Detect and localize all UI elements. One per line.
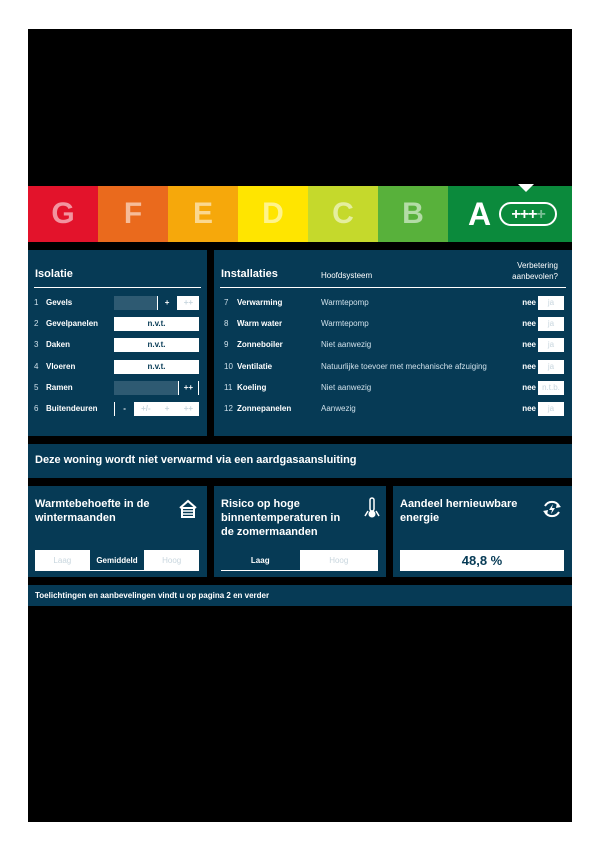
row-answer: nee xyxy=(522,382,536,392)
row-system: Niet aanwezig xyxy=(321,340,372,350)
isolatie-row xyxy=(28,336,207,354)
energy-class-f xyxy=(98,186,168,242)
installatie-row xyxy=(214,400,572,418)
banner-text: Deze woning wordt niet verwarmd via een aardgasaansluiting xyxy=(35,454,357,466)
row-answer: nee xyxy=(522,298,536,307)
row-number: 3 xyxy=(34,340,39,350)
risico-title: Risico op hoge binnentemperaturen in de zomermaanden xyxy=(221,498,341,538)
house-icon xyxy=(178,499,198,519)
installaties-divider xyxy=(220,287,566,288)
renewable-energy-icon xyxy=(541,498,563,520)
row-system: Warmtepomp xyxy=(321,298,369,307)
rating-cell xyxy=(157,381,178,395)
energy-class-d xyxy=(238,186,308,242)
row-value: n.v.t. xyxy=(114,317,199,331)
energy-class-g xyxy=(28,186,98,242)
row-number: 6 xyxy=(34,404,39,413)
row-label: Vloeren xyxy=(46,361,76,371)
installatie-row xyxy=(214,294,572,312)
row-label: Warm water xyxy=(237,319,283,329)
row-number: 12 xyxy=(224,404,233,413)
installatie-row xyxy=(214,315,572,333)
plus-rating-dim: + xyxy=(536,206,545,223)
row-number: 7 xyxy=(224,298,229,307)
row-label: Zonneboiler xyxy=(237,340,283,350)
row-alt-answer: ja xyxy=(538,296,564,310)
energy-class-letter: C xyxy=(332,197,354,230)
hernieuwbaar-value: 48,8 % xyxy=(400,550,564,571)
isolatie-row xyxy=(28,315,207,333)
rating-cell: + xyxy=(157,402,178,416)
warmtebehoefte-title: Warmtebehoefte in de wintermaanden xyxy=(35,498,150,524)
rating-cell xyxy=(114,381,135,395)
risico-option-laag: Laag xyxy=(221,550,300,571)
row-alt-answer: n.t.b. xyxy=(538,381,564,395)
row-label: Daken xyxy=(46,340,71,350)
row-system: Aanwezig xyxy=(321,404,356,413)
row-alt-answer: ja xyxy=(538,402,564,416)
footer-text: Toelichtingen en aanbevelingen vindt u op pagina 2 en verder xyxy=(35,591,270,600)
row-label: Buitendeuren xyxy=(46,404,98,413)
isolatie-row xyxy=(28,358,207,376)
risico-panel xyxy=(214,486,386,577)
row-label: Ventilatie xyxy=(237,361,273,371)
row-answer: nee xyxy=(522,340,536,350)
row-label: Gevelpanelen xyxy=(46,319,99,329)
energy-class-c xyxy=(308,186,378,242)
row-value: n.v.t. xyxy=(114,338,199,352)
energy-class-e xyxy=(168,186,238,242)
row-number: 8 xyxy=(224,319,229,329)
rating-cell: - xyxy=(114,402,135,416)
energy-class-letter: G xyxy=(51,197,75,230)
row-answer: nee xyxy=(522,319,536,329)
rating-cell xyxy=(135,381,156,395)
thermometer-icon xyxy=(362,497,382,519)
verbetering-header: Verbetering aanbevolen? xyxy=(512,261,558,281)
rating-cell: +/- xyxy=(135,402,156,416)
installaties-title: Installaties xyxy=(221,268,278,280)
energy-label-scale xyxy=(28,186,572,242)
hernieuwbaar-panel xyxy=(393,486,572,577)
warmtebehoefte-panel xyxy=(28,486,207,577)
isolatie-title: Isolatie xyxy=(35,268,73,280)
row-label: Koeling xyxy=(237,382,267,392)
rating-cell: ++ xyxy=(178,381,199,395)
row-alt-answer: ja xyxy=(538,317,564,331)
row-label: Ramen xyxy=(46,382,73,392)
row-alt-answer: ja xyxy=(538,338,564,352)
footer-bar xyxy=(28,585,572,606)
isolatie-divider xyxy=(34,287,201,288)
installatie-row xyxy=(214,358,572,376)
energy-class-letter: F xyxy=(123,197,143,230)
rating-cell: ++ xyxy=(178,402,199,416)
plus-rating-badge xyxy=(499,202,557,226)
energy-class-letter: D xyxy=(262,197,284,230)
warmte-option-laag: Laag xyxy=(35,550,90,571)
rating-cell xyxy=(114,296,135,310)
row-number: 5 xyxy=(34,382,39,392)
energy-class-b xyxy=(378,186,448,242)
rating-cell xyxy=(135,296,156,310)
row-system: Niet aanwezig xyxy=(321,382,372,392)
row-number: 9 xyxy=(224,340,229,350)
energy-class-letter: A xyxy=(468,195,492,232)
energy-class-letter: E xyxy=(192,197,213,230)
row-label: Zonnepanelen xyxy=(237,404,292,413)
row-system: Natuurlijke toevoer met mechanische afzuiging xyxy=(321,361,487,371)
installatie-row xyxy=(214,379,572,397)
row-number: 2 xyxy=(34,319,39,329)
row-value: n.v.t. xyxy=(114,360,199,374)
gas-connection-banner xyxy=(28,444,572,478)
plus-rating-value: +++ xyxy=(511,206,537,223)
row-label: Verwarming xyxy=(237,298,283,307)
current-class-marker xyxy=(518,184,534,192)
row-number: 4 xyxy=(34,361,39,371)
row-label: Gevels xyxy=(46,298,73,307)
row-number: 11 xyxy=(224,382,233,392)
hernieuwbaar-title: Aandeel hernieuwbare energie xyxy=(400,498,518,524)
installatie-row xyxy=(214,336,572,354)
row-system: Warmtepomp xyxy=(321,319,369,329)
isolatie-panel xyxy=(28,250,207,436)
hoofdsysteem-header: Hoofdsysteem xyxy=(321,271,373,280)
isolatie-row xyxy=(28,379,207,397)
isolatie-row xyxy=(28,294,207,312)
row-answer: nee xyxy=(522,361,536,371)
installaties-panel xyxy=(214,250,572,436)
row-alt-answer: ja xyxy=(538,360,564,374)
row-number: 1 xyxy=(34,298,39,307)
warmte-option-hoog: Hoog xyxy=(144,550,199,571)
risico-option-hoog: Hoog xyxy=(300,550,379,571)
rating-cell: ++ xyxy=(178,296,199,310)
energy-class-letter: B xyxy=(402,197,424,230)
isolatie-row xyxy=(28,400,207,418)
rating-cell: + xyxy=(157,296,178,310)
energy-class-a xyxy=(448,186,572,242)
warmte-option-gemiddeld: Gemiddeld xyxy=(90,550,145,571)
row-answer: nee xyxy=(522,404,536,413)
row-number: 10 xyxy=(224,361,233,371)
